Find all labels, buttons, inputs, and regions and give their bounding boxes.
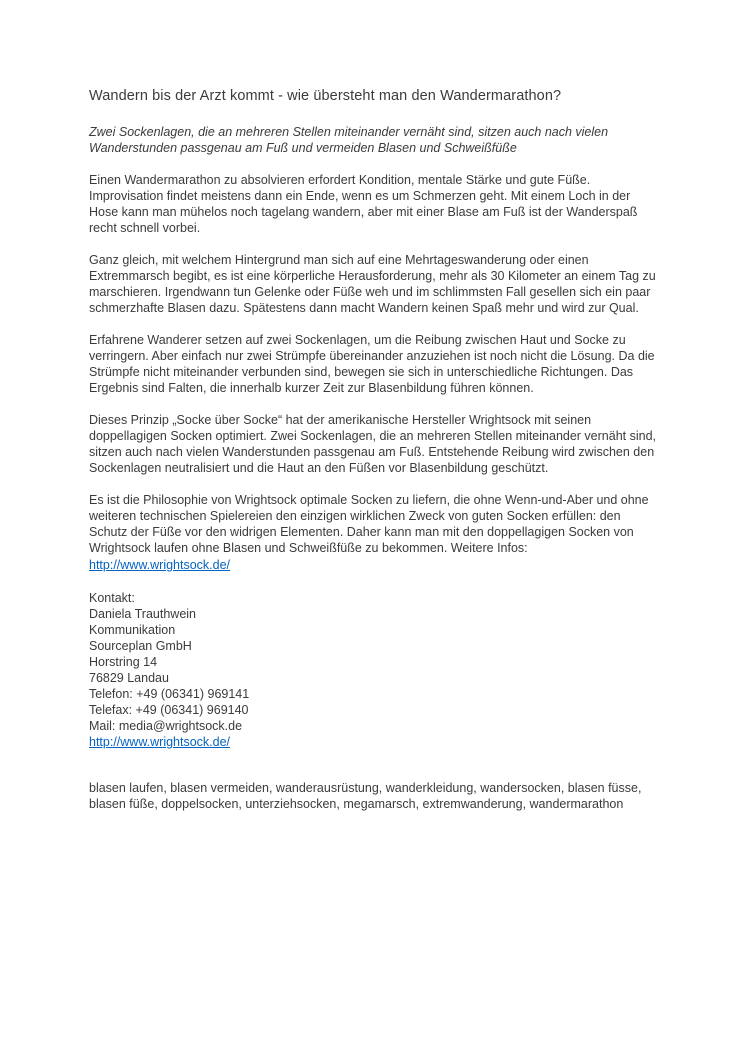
contact-role: Kommunikation <box>89 623 176 637</box>
info-link-line <box>89 556 658 574</box>
keywords-text: blasen laufen, blasen vermeiden, wanderausrüstung, wanderkleidung, wandersocken, blasen füsse, blasen füße, doppelsocken, unterziehsocken, megamarsch, extremwanderung, wandermarathon <box>89 781 642 811</box>
contact-fax: Telefax: +49 (06341) 969140 <box>89 703 249 717</box>
contact-block <box>89 590 658 750</box>
paragraph-3: Erfahrene Wanderer setzen auf zwei Sockenlagen, um die Reibung zwischen Haut und Socke zu verringern. Aber einfach nur zwei Strümpfe übereinander anzuziehen ist noch nicht die Lösung. Da die Strümpfe nicht miteinander verbunden sind, bewegen sie sich in unterschiedliche Richtungen. Das Ergebnis sind Falten, die innerhalb kurzer Zeit zur Blasenbildung führen können. <box>89 333 655 395</box>
paragraph-5: Es ist die Philosophie von Wrightsock optimale Socken zu liefern, die ohne Wenn-und-Aber und ohne weiteren technischen Spielereien den einzigen wirklichen Zweck von guten Socken erfüllen: den Schutz der Füße vor den widrigen Elementen. Daher kann man mit den doppellagigen Socken von Wrightsock laufen ohne Blasen und Schweißfüße zu bekommen. Weitere Infos: <box>89 493 649 555</box>
paragraph-4: Dieses Prinzip „Socke über Socke“ hat der amerikanische Hersteller Wrightsock mit seinen doppellagigen Socken optimiert. Zwei Sockenlagen, die an mehreren Stellen miteinander vernäht sind, sitzen auch nach vielen Wanderstunden passgenau am Fuß. Entstehende Reibung wird zwischen den Sockenlagen neutralisiert und die Haut an den Füßen vor Blasenbildung geschützt. <box>89 413 657 475</box>
page-title: Wandern bis der Arzt kommt - wie übersteht man den Wandermarathon? <box>89 88 562 104</box>
contact-phone: Telefon: +49 (06341) 969141 <box>89 687 250 701</box>
contact-name: Daniela Trauthwein <box>89 607 197 621</box>
contact-mail: Mail: media@wrightsock.de <box>89 719 243 733</box>
contact-label: Kontakt: <box>89 591 135 605</box>
contact-city: 76829 Landau <box>89 671 169 685</box>
wrightsock-link[interactable]: http://www.wrightsock.de/ <box>89 558 231 572</box>
contact-company: Sourceplan GmbH <box>89 639 192 653</box>
lead-subtitle: Zwei Sockenlagen, die an mehreren Stellen miteinander vernäht sind, sitzen auch nach vielen Wanderstunden passgenau am Fuß und vermeiden Blasen und Schweißfüße <box>89 125 609 155</box>
paragraph-1: Einen Wandermarathon zu absolvieren erfordert Kondition, mentale Stärke und gute Füße. Improvisation findet meistens dann ein Ende, wenn es um Schmerzen geht. Mit einem Loch in der Hose kann man mühelos noch tagelang wandern, aber mit einer Blase am Fuß ist der Wanderspaß recht schnell vorbei. <box>89 173 638 235</box>
contact-street: Horstring 14 <box>89 655 158 669</box>
paragraph-2: Ganz gleich, mit welchem Hintergrund man sich auf eine Mehrtageswanderung oder einen Extremmarsch begibt, es ist eine körperliche Herausforderung, mehr als 30 Kilometer an einem Tag zu marschieren. Irgendwann tun Gelenke oder Füße weh und im schlimmsten Fall gesellen sich ein paar schmerzhafte Blasen dazu. Spätestens dann macht Wandern keinen Spaß mehr und wird zur Qual. <box>89 253 656 315</box>
wrightsock-link-2[interactable]: http://www.wrightsock.de/ <box>89 735 231 749</box>
